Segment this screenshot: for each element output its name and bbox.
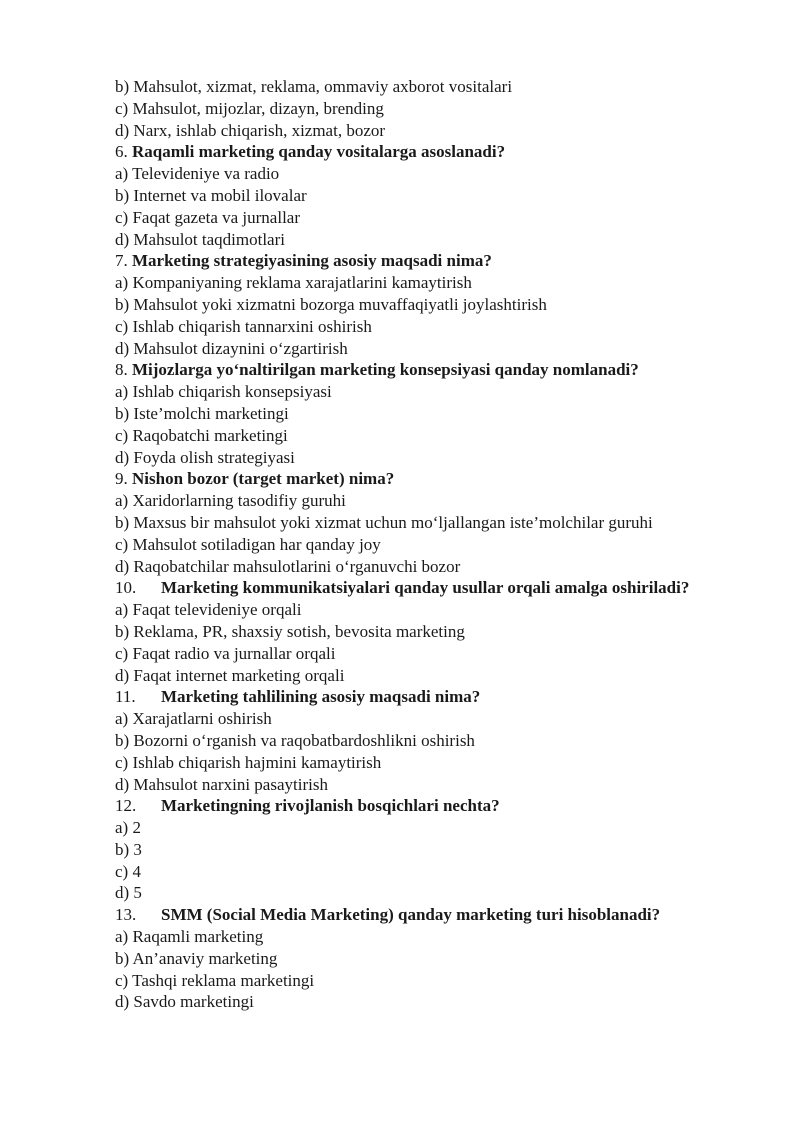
option-line: b) 3 <box>115 839 142 859</box>
option-line: c) Mahsulot, mijozlar, dizayn, brending <box>115 98 384 118</box>
question-text: Mijozlarga yo‘naltirilgan marketing konsepsiyasi qanday nomlanadi? <box>132 360 639 380</box>
question-number: 6. <box>115 142 128 162</box>
option-line: a) 2 <box>115 818 141 838</box>
question-number: 8. <box>115 360 128 380</box>
question-6 <box>115 141 755 163</box>
option-line: c) Faqat gazeta va jurnallar <box>115 207 301 227</box>
option-line: d) Mahsulot taqdimotlari <box>115 229 285 249</box>
question-text: Marketing strategiyasining asosiy maqsadi nima? <box>132 251 492 271</box>
question-text: Marketing kommunikatsiyalari qanday usullar orqali amalga oshiriladi? <box>161 578 690 598</box>
option-line: b) Mahsulot, xizmat, reklama, ommaviy axborot vositalari <box>115 77 513 96</box>
question-10 <box>115 577 755 599</box>
option-line: d) 5 <box>115 883 142 903</box>
option-line: d) Savdo marketingi <box>115 992 254 1012</box>
question-number: 9. <box>115 469 128 489</box>
question-number: 10. <box>115 578 137 598</box>
question-text: Marketingning rivojlanish bosqichlari nechta? <box>161 796 500 816</box>
question-13 <box>115 904 755 926</box>
question-9 <box>115 468 755 490</box>
question-text: Nishon bozor (target market) nima? <box>132 469 395 489</box>
option-line: b) Maxsus bir mahsulot yoki xizmat uchun mo‘ljallangan iste’molchilar guruhi <box>115 512 653 532</box>
option-line: c) Faqat radio va jurnallar orqali <box>115 643 336 663</box>
option-line: b) Mahsulot yoki xizmatni bozorga muvaffaqiyatli joylashtirish <box>115 294 547 314</box>
option-line: d) Foyda olish strategiyasi <box>115 447 295 467</box>
option-line: d) Faqat internet marketing orqali <box>115 665 345 685</box>
question-8 <box>115 359 755 381</box>
option-line: b) Bozorni o‘rganish va raqobatbardoshlikni oshirish <box>115 730 475 750</box>
option-line: b) Iste’molchi marketingi <box>115 403 289 423</box>
option-line: c) Raqobatchi marketingi <box>115 425 288 445</box>
document-page <box>115 76 755 1013</box>
question-12 <box>115 795 755 817</box>
question-text: Raqamli marketing qanday vositalarga asoslanadi? <box>132 142 506 162</box>
question-7 <box>115 250 755 272</box>
option-line: d) Narx, ishlab chiqarish, xizmat, bozor <box>115 120 386 140</box>
question-number: 12. <box>115 796 137 816</box>
option-line: a) Xarajatlarni oshirish <box>115 709 272 729</box>
option-line: c) 4 <box>115 861 141 881</box>
question-text: Marketing tahlilining asosiy maqsadi nima? <box>161 687 481 707</box>
option-line: a) Ishlab chiqarish konsepsiyasi <box>115 382 332 402</box>
option-line: a) Xaridorlarning tasodifiy guruhi <box>115 491 346 511</box>
question-number: 7. <box>115 251 128 271</box>
option-line: a) Faqat televideniye orqali <box>115 600 302 620</box>
option-line: c) Ishlab chiqarish tannarxini oshirish <box>115 316 372 336</box>
option-line: d) Mahsulot narxini pasaytirish <box>115 774 328 794</box>
option-line: d) Mahsulot dizaynini o‘zgartirish <box>115 338 348 358</box>
option-line: a) Raqamli marketing <box>115 927 264 947</box>
option-line: b) Reklama, PR, shaxsiy sotish, bevosita marketing <box>115 621 465 641</box>
question-11 <box>115 686 755 708</box>
option-line: d) Raqobatchilar mahsulotlarini o‘rganuvchi bozor <box>115 556 461 576</box>
question-number: 13. <box>115 905 137 925</box>
option-line: a) Kompaniyaning reklama xarajatlarini kamaytirish <box>115 273 472 293</box>
option-line: a) Televideniye va radio <box>115 164 280 184</box>
option-line: b) Internet va mobil ilovalar <box>115 185 307 205</box>
option-line: c) Tashqi reklama marketingi <box>115 970 315 990</box>
option-line: b) An’anaviy marketing <box>115 948 278 968</box>
question-text: SMM (Social Media Marketing) qanday marketing turi hisoblanadi? <box>161 905 661 925</box>
question-number: 11. <box>115 687 136 707</box>
option-line: c) Ishlab chiqarish hajmini kamaytirish <box>115 752 382 772</box>
option-line: c) Mahsulot sotiladigan har qanday joy <box>115 534 381 554</box>
